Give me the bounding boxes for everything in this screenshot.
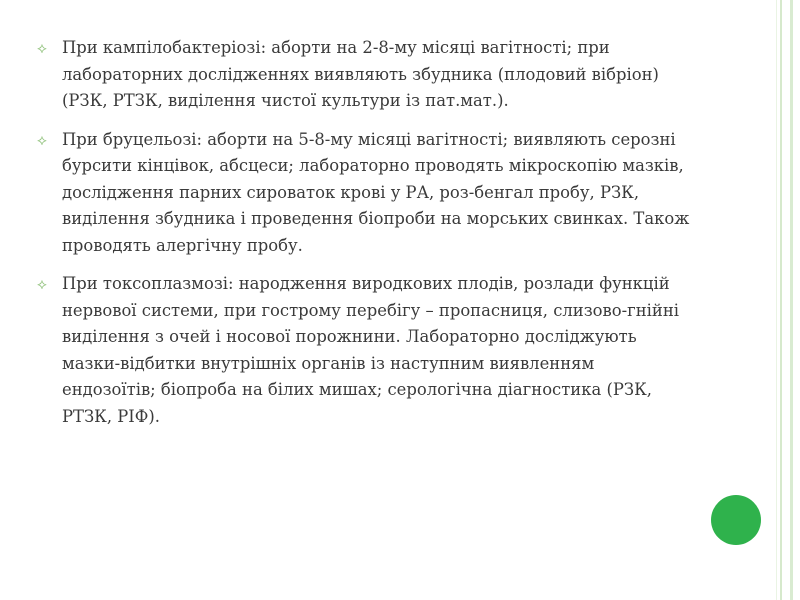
bullet-text: При кампілобактеріозі: аборти на 2-8-му місяці вагітності; при лабораторних дослідженнях виявляють збудника (плодовий вібріон) (РЗК, РТЗК, виділення чистої культури із пат.мат.). bbox=[62, 38, 659, 110]
frame-line-inner-light bbox=[776, 0, 777, 600]
bullet-item-brucellosis bbox=[32, 127, 692, 260]
frame-line-outer bbox=[790, 0, 793, 600]
bullet-list bbox=[32, 35, 692, 442]
bullet-item-campylobacteriosis bbox=[32, 35, 692, 115]
filled-circle-bullet-icon: ⟡ bbox=[37, 39, 47, 57]
green-circle-decoration bbox=[711, 495, 761, 545]
filled-circle-bullet-icon: ⟡ bbox=[37, 275, 47, 293]
bullet-item-toxoplasmosis bbox=[32, 271, 692, 430]
bullet-text: При токсоплазмозі: народження виродкових плодів, розлади функцій нервової системи, при гострому перебігу – пропасниця, слизово-гнійні виділення з очей і носової порожнини. Лабораторно досліджують мазки-відбитки внутрішніх органів із наступним виявленням ендозоїтів; біопроба на білих мишах; серологічна діагностика (РЗК, РТЗК, РІФ). bbox=[62, 274, 680, 426]
frame-line-inner bbox=[780, 0, 782, 600]
filled-circle-bullet-icon: ⟡ bbox=[37, 130, 47, 149]
bullet-text: При бруцельозі: аборти на 5-8-му місяці вагітності; виявляють серозні бурсити кінцівок, абсцеси; лабораторно проводять мікроскопію мазків, дослідження парних сироваток крові у РА, роз-бенгал пробу, РЗК, виділення збудника і проведення біопроби на морських свинках. Також проводять алергічну пробу. bbox=[62, 129, 690, 255]
